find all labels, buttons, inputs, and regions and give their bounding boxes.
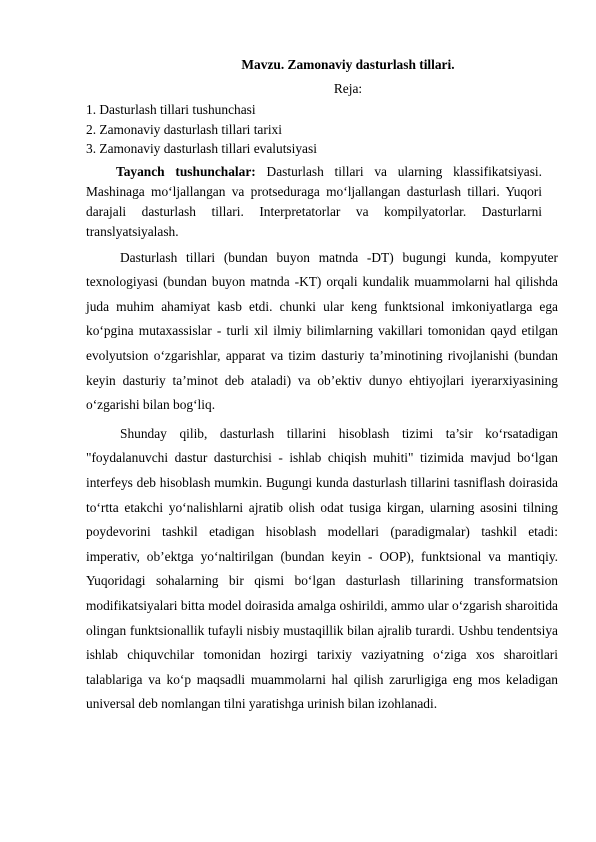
plan-heading: Reja:: [333, 80, 363, 96]
keywords-label: Tayanch tushunchalar:: [116, 164, 256, 180]
document-page: [86, 55, 558, 717]
document-title: Mavzu. Zamonaviy dasturlash tillari.: [241, 57, 455, 72]
plan-item-2: 2. Zamonaviy dasturlash tillari tarixi: [86, 121, 282, 137]
plan-item-1: 1. Dasturlash tillari tushunchasi: [86, 102, 256, 118]
keywords-text: Dasturlash tillari va ularning klassifikatsiyasi. Mashinaga mo‘ljallangan va protseduraga mo‘ljallangan dasturlash tillari. Yuqori darajali dasturlash tillari. Interpretatorlar va kompilyatorlar. Dasturlarni translyatsiyalash.: [86, 164, 543, 239]
body-paragraph-2: Shunday qilib, dasturlash tillarini hisoblash tizimi ta’sir ko‘rsatadigan "foydalanuvchi dastur dasturchisi - ishlab chiqish muhiti" tizimida mavjud bo‘lgan interfeys deb hisoblash mumkin. Bugungi kunda dasturlash tillarini tasniflash doirasida to‘rtta etakchi yo‘nalishlarni ajratib olish odat tusiga kirgan, ularning asosini tilning poydevorini tashkil etadigan hisoblash modellari (paradigmalar) tashkil etadi: imperativ, ob’ektga yo‘naltirilgan (bundan keyin - OOP), funktsional va mantiqiy. Yuqoridagi sohalarning bir qismi bo‘lgan dasturlash tillarining transformatsion modifikatsiyalari bitta model doirasida amalga oshirildi, ammo ular o‘zgarish sharoitida olingan funktsionallik tufayli nisbiy mustaqillik bilan ajralib turardi. Ushbu tendentsiya ishlab chiquvchilar tomonidan hozirgi tarixiy vaziyatning o‘ziga xos sharoitlari talablariga va ko‘p maqsadli muammolarni hal qilish zarurligiga eng mos keladigan universal deb nomlangan tilni yaratishga urinish bilan izohlanadi.: [86, 425, 558, 712]
keywords-paragraph: [86, 162, 558, 241]
plan-item-3: 3. Zamonaviy dasturlash tillari evalutsiyasi: [86, 141, 317, 156]
body-paragraph-1: Dasturlash tillari (bundan buyon matnda -DT) bugungi kunda, kompyuter texnologiyasi (bundan buyon matnda -KT) orqali kundalik muammolarni hal qilishda juda muhim ahamiyat kasb etdi. chunki ular keng funktsional imkoniyatlarga ega ko‘pgina mutaxassislar - turli xil ilmiy bilimlarning vakillari tomonidan qayd etilgan evolyutsion o‘zgarishlar, apparat va tizim dasturiy ta’minotining rivojlanishi (bundan keyin dasturiy ta’minot deb ataladi) va ob’ektiv dunyo ehtiyojlari iyerarxiyasining o‘zgarishi bilan bog‘liq.: [86, 249, 558, 413]
